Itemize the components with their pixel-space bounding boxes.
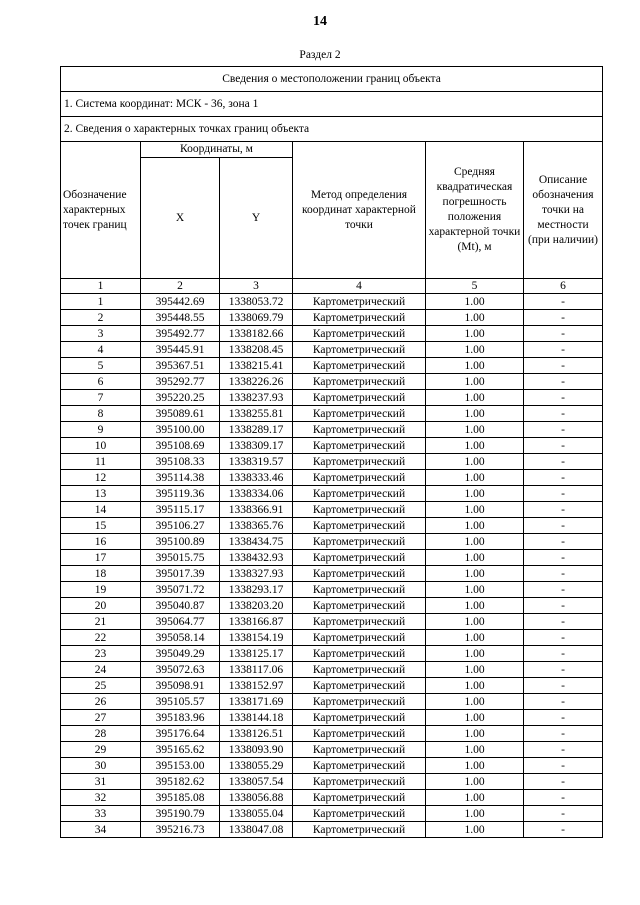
table-row <box>61 550 603 566</box>
point-number-cell: 4 <box>61 342 141 358</box>
point-number-cell: 22 <box>61 630 141 646</box>
point-number-cell: 33 <box>61 806 141 822</box>
point-number-cell: 10 <box>61 438 141 454</box>
accuracy-cell: 1.00 <box>426 742 524 758</box>
coord-system-row: 1. Система координат: МСК - 36, зона 1 <box>61 92 603 117</box>
accuracy-cell: 1.00 <box>426 422 524 438</box>
description-cell: - <box>524 486 603 502</box>
y-coordinate-cell: 1338255.81 <box>220 406 293 422</box>
method-cell: Картометрический <box>293 598 426 614</box>
header-description: Описание обозначения точки на местности (при наличии) <box>524 142 603 279</box>
accuracy-cell: 1.00 <box>426 342 524 358</box>
y-coordinate-cell: 1338333.46 <box>220 470 293 486</box>
table-row <box>61 790 603 806</box>
accuracy-cell: 1.00 <box>426 326 524 342</box>
x-coordinate-cell: 395064.77 <box>141 614 220 630</box>
table-row <box>61 774 603 790</box>
table-row <box>61 374 603 390</box>
y-coordinate-cell: 1338047.08 <box>220 822 293 838</box>
column-number: 6 <box>524 279 603 294</box>
method-cell: Картометрический <box>293 630 426 646</box>
table-row <box>61 694 603 710</box>
method-cell: Картометрический <box>293 470 426 486</box>
y-coordinate-cell: 1338226.26 <box>220 374 293 390</box>
point-number-cell: 26 <box>61 694 141 710</box>
description-cell: - <box>524 646 603 662</box>
x-coordinate-cell: 395190.79 <box>141 806 220 822</box>
x-coordinate-cell: 395445.91 <box>141 342 220 358</box>
x-coordinate-cell: 395153.00 <box>141 758 220 774</box>
y-coordinate-cell: 1338144.18 <box>220 710 293 726</box>
point-number-cell: 28 <box>61 726 141 742</box>
accuracy-cell: 1.00 <box>426 790 524 806</box>
y-coordinate-cell: 1338171.69 <box>220 694 293 710</box>
x-coordinate-cell: 395089.61 <box>141 406 220 422</box>
description-cell: - <box>524 758 603 774</box>
description-cell: - <box>524 774 603 790</box>
table-row <box>61 454 603 470</box>
accuracy-cell: 1.00 <box>426 438 524 454</box>
description-cell: - <box>524 662 603 678</box>
description-cell: - <box>524 822 603 838</box>
accuracy-cell: 1.00 <box>426 454 524 470</box>
x-coordinate-cell: 395058.14 <box>141 630 220 646</box>
point-number-cell: 18 <box>61 566 141 582</box>
description-cell: - <box>524 710 603 726</box>
point-number-cell: 5 <box>61 358 141 374</box>
y-coordinate-cell: 1338208.45 <box>220 342 293 358</box>
point-number-cell: 2 <box>61 310 141 326</box>
table-row <box>61 422 603 438</box>
point-number-cell: 19 <box>61 582 141 598</box>
y-coordinate-cell: 1338327.93 <box>220 566 293 582</box>
table-row <box>61 438 603 454</box>
x-coordinate-cell: 395106.27 <box>141 518 220 534</box>
table-row <box>61 342 603 358</box>
description-cell: - <box>524 678 603 694</box>
x-coordinate-cell: 395100.89 <box>141 534 220 550</box>
description-cell: - <box>524 614 603 630</box>
y-coordinate-cell: 1338366.91 <box>220 502 293 518</box>
point-number-cell: 15 <box>61 518 141 534</box>
accuracy-cell: 1.00 <box>426 550 524 566</box>
accuracy-cell: 1.00 <box>426 310 524 326</box>
x-coordinate-cell: 395071.72 <box>141 582 220 598</box>
y-coordinate-cell: 1338432.93 <box>220 550 293 566</box>
x-coordinate-cell: 395182.62 <box>141 774 220 790</box>
point-number-cell: 30 <box>61 758 141 774</box>
method-cell: Картометрический <box>293 694 426 710</box>
method-cell: Картометрический <box>293 374 426 390</box>
method-cell: Картометрический <box>293 662 426 678</box>
method-cell: Картометрический <box>293 342 426 358</box>
method-cell: Картометрический <box>293 790 426 806</box>
accuracy-cell: 1.00 <box>426 806 524 822</box>
method-cell: Картометрический <box>293 534 426 550</box>
table-row <box>61 502 603 518</box>
x-coordinate-cell: 395017.39 <box>141 566 220 582</box>
method-cell: Картометрический <box>293 550 426 566</box>
x-coordinate-cell: 395185.08 <box>141 790 220 806</box>
table-row <box>61 310 603 326</box>
x-coordinate-cell: 395114.38 <box>141 470 220 486</box>
x-coordinate-cell: 395176.64 <box>141 726 220 742</box>
description-cell: - <box>524 374 603 390</box>
x-coordinate-cell: 395115.17 <box>141 502 220 518</box>
method-cell: Картометрический <box>293 454 426 470</box>
point-number-cell: 17 <box>61 550 141 566</box>
method-cell: Картометрический <box>293 774 426 790</box>
accuracy-cell: 1.00 <box>426 774 524 790</box>
point-number-cell: 7 <box>61 390 141 406</box>
point-number-cell: 8 <box>61 406 141 422</box>
description-cell: - <box>524 550 603 566</box>
point-number-cell: 25 <box>61 678 141 694</box>
y-coordinate-cell: 1338126.51 <box>220 726 293 742</box>
method-cell: Картометрический <box>293 294 426 310</box>
table-row <box>61 614 603 630</box>
table-row <box>61 470 603 486</box>
y-coordinate-cell: 1338365.76 <box>220 518 293 534</box>
x-coordinate-cell: 395492.77 <box>141 326 220 342</box>
x-coordinate-cell: 395108.33 <box>141 454 220 470</box>
description-cell: - <box>524 310 603 326</box>
accuracy-cell: 1.00 <box>426 662 524 678</box>
accuracy-cell: 1.00 <box>426 566 524 582</box>
method-cell: Картометрический <box>293 806 426 822</box>
description-cell: - <box>524 598 603 614</box>
table-row <box>61 822 603 838</box>
description-cell: - <box>524 582 603 598</box>
point-number-cell: 1 <box>61 294 141 310</box>
table-row <box>61 630 603 646</box>
accuracy-cell: 1.00 <box>426 518 524 534</box>
accuracy-cell: 1.00 <box>426 710 524 726</box>
method-cell: Картометрический <box>293 726 426 742</box>
accuracy-cell: 1.00 <box>426 534 524 550</box>
header-y: Y <box>220 158 293 279</box>
accuracy-cell: 1.00 <box>426 646 524 662</box>
method-cell: Картометрический <box>293 518 426 534</box>
accuracy-cell: 1.00 <box>426 694 524 710</box>
point-number-cell: 14 <box>61 502 141 518</box>
y-coordinate-cell: 1338309.17 <box>220 438 293 454</box>
accuracy-cell: 1.00 <box>426 614 524 630</box>
point-number-cell: 3 <box>61 326 141 342</box>
accuracy-cell: 1.00 <box>426 726 524 742</box>
table-row <box>61 742 603 758</box>
point-number-cell: 23 <box>61 646 141 662</box>
table-row <box>61 598 603 614</box>
column-number: 5 <box>426 279 524 294</box>
point-number-cell: 11 <box>61 454 141 470</box>
point-number-cell: 6 <box>61 374 141 390</box>
description-cell: - <box>524 742 603 758</box>
description-cell: - <box>524 294 603 310</box>
description-cell: - <box>524 566 603 582</box>
table-row <box>61 710 603 726</box>
y-coordinate-cell: 1338125.17 <box>220 646 293 662</box>
method-cell: Картометрический <box>293 758 426 774</box>
y-coordinate-cell: 1338434.75 <box>220 534 293 550</box>
column-number: 3 <box>220 279 293 294</box>
x-coordinate-cell: 395108.69 <box>141 438 220 454</box>
y-coordinate-cell: 1338319.57 <box>220 454 293 470</box>
description-cell: - <box>524 534 603 550</box>
point-number-cell: 24 <box>61 662 141 678</box>
accuracy-cell: 1.00 <box>426 294 524 310</box>
boundary-points-table <box>60 66 603 838</box>
point-number-cell: 34 <box>61 822 141 838</box>
point-number-cell: 29 <box>61 742 141 758</box>
column-number: 4 <box>293 279 426 294</box>
y-coordinate-cell: 1338182.66 <box>220 326 293 342</box>
x-coordinate-cell: 395442.69 <box>141 294 220 310</box>
y-coordinate-cell: 1338154.19 <box>220 630 293 646</box>
accuracy-cell: 1.00 <box>426 486 524 502</box>
y-coordinate-cell: 1338055.29 <box>220 758 293 774</box>
x-coordinate-cell: 395119.36 <box>141 486 220 502</box>
x-coordinate-cell: 395367.51 <box>141 358 220 374</box>
description-cell: - <box>524 806 603 822</box>
table-row <box>61 486 603 502</box>
method-cell: Картометрический <box>293 310 426 326</box>
method-cell: Картометрический <box>293 566 426 582</box>
method-cell: Картометрический <box>293 406 426 422</box>
y-coordinate-cell: 1338215.41 <box>220 358 293 374</box>
accuracy-cell: 1.00 <box>426 470 524 486</box>
accuracy-cell: 1.00 <box>426 374 524 390</box>
description-cell: - <box>524 422 603 438</box>
column-number: 2 <box>141 279 220 294</box>
table-row <box>61 758 603 774</box>
table-row <box>61 726 603 742</box>
method-cell: Картометрический <box>293 614 426 630</box>
accuracy-cell: 1.00 <box>426 678 524 694</box>
y-coordinate-cell: 1338166.87 <box>220 614 293 630</box>
y-coordinate-cell: 1338053.72 <box>220 294 293 310</box>
point-number-cell: 13 <box>61 486 141 502</box>
y-coordinate-cell: 1338237.93 <box>220 390 293 406</box>
description-cell: - <box>524 470 603 486</box>
description-cell: - <box>524 438 603 454</box>
table-row <box>61 358 603 374</box>
y-coordinate-cell: 1338055.04 <box>220 806 293 822</box>
description-cell: - <box>524 630 603 646</box>
table-row <box>61 294 603 310</box>
table-row <box>61 646 603 662</box>
y-coordinate-cell: 1338069.79 <box>220 310 293 326</box>
method-cell: Картометрический <box>293 438 426 454</box>
table-row <box>61 534 603 550</box>
point-number-cell: 16 <box>61 534 141 550</box>
table-title: Сведения о местоположении границ объекта <box>61 67 603 92</box>
table-row <box>61 806 603 822</box>
x-coordinate-cell: 395049.29 <box>141 646 220 662</box>
column-number-row <box>61 279 603 294</box>
header-method: Метод определения координат характерной точки <box>293 142 426 279</box>
description-cell: - <box>524 726 603 742</box>
point-number-cell: 32 <box>61 790 141 806</box>
y-coordinate-cell: 1338293.17 <box>220 582 293 598</box>
x-coordinate-cell: 395220.25 <box>141 390 220 406</box>
table-row <box>61 390 603 406</box>
description-cell: - <box>524 390 603 406</box>
table-row <box>61 326 603 342</box>
x-coordinate-cell: 395292.77 <box>141 374 220 390</box>
method-cell: Картометрический <box>293 422 426 438</box>
description-cell: - <box>524 358 603 374</box>
accuracy-cell: 1.00 <box>426 630 524 646</box>
table-row <box>61 678 603 694</box>
description-cell: - <box>524 694 603 710</box>
accuracy-cell: 1.00 <box>426 758 524 774</box>
description-cell: - <box>524 518 603 534</box>
method-cell: Картометрический <box>293 742 426 758</box>
x-coordinate-cell: 395015.75 <box>141 550 220 566</box>
accuracy-cell: 1.00 <box>426 390 524 406</box>
method-cell: Картометрический <box>293 502 426 518</box>
page-number: 14 <box>313 14 327 29</box>
x-coordinate-cell: 395183.96 <box>141 710 220 726</box>
method-cell: Картометрический <box>293 646 426 662</box>
x-coordinate-cell: 395072.63 <box>141 662 220 678</box>
table-row <box>61 662 603 678</box>
description-cell: - <box>524 454 603 470</box>
x-coordinate-cell: 395098.91 <box>141 678 220 694</box>
table-row <box>61 518 603 534</box>
x-coordinate-cell: 395448.55 <box>141 310 220 326</box>
method-cell: Картометрический <box>293 678 426 694</box>
points-section-row: 2. Сведения о характерных точках границ объекта <box>61 117 603 142</box>
header-x: X <box>141 158 220 279</box>
table-row <box>61 566 603 582</box>
point-number-cell: 31 <box>61 774 141 790</box>
accuracy-cell: 1.00 <box>426 358 524 374</box>
method-cell: Картометрический <box>293 582 426 598</box>
method-cell: Картометрический <box>293 822 426 838</box>
accuracy-cell: 1.00 <box>426 598 524 614</box>
description-cell: - <box>524 502 603 518</box>
accuracy-cell: 1.00 <box>426 582 524 598</box>
x-coordinate-cell: 395165.62 <box>141 742 220 758</box>
point-number-cell: 21 <box>61 614 141 630</box>
y-coordinate-cell: 1338334.06 <box>220 486 293 502</box>
method-cell: Картометрический <box>293 326 426 342</box>
accuracy-cell: 1.00 <box>426 822 524 838</box>
y-coordinate-cell: 1338093.90 <box>220 742 293 758</box>
y-coordinate-cell: 1338289.17 <box>220 422 293 438</box>
section-label: Раздел 2 <box>299 49 341 61</box>
y-coordinate-cell: 1338056.88 <box>220 790 293 806</box>
header-accuracy: Средняя квадратическая погрешность положения характерной точки (Mt), м <box>426 142 524 279</box>
column-number: 1 <box>61 279 141 294</box>
accuracy-cell: 1.00 <box>426 502 524 518</box>
method-cell: Картометрический <box>293 358 426 374</box>
header-point-designation: Обозначение характерных точек границ <box>61 142 141 279</box>
method-cell: Картометрический <box>293 390 426 406</box>
description-cell: - <box>524 790 603 806</box>
point-number-cell: 27 <box>61 710 141 726</box>
header-coordinates: Координаты, м <box>141 142 293 158</box>
accuracy-cell: 1.00 <box>426 406 524 422</box>
y-coordinate-cell: 1338152.97 <box>220 678 293 694</box>
y-coordinate-cell: 1338203.20 <box>220 598 293 614</box>
point-number-cell: 12 <box>61 470 141 486</box>
description-cell: - <box>524 326 603 342</box>
x-coordinate-cell: 395216.73 <box>141 822 220 838</box>
x-coordinate-cell: 395105.57 <box>141 694 220 710</box>
x-coordinate-cell: 395100.00 <box>141 422 220 438</box>
description-cell: - <box>524 406 603 422</box>
method-cell: Картометрический <box>293 710 426 726</box>
table-row <box>61 406 603 422</box>
description-cell: - <box>524 342 603 358</box>
point-number-cell: 9 <box>61 422 141 438</box>
x-coordinate-cell: 395040.87 <box>141 598 220 614</box>
y-coordinate-cell: 1338117.06 <box>220 662 293 678</box>
point-number-cell: 20 <box>61 598 141 614</box>
y-coordinate-cell: 1338057.54 <box>220 774 293 790</box>
table-row <box>61 582 603 598</box>
method-cell: Картометрический <box>293 486 426 502</box>
